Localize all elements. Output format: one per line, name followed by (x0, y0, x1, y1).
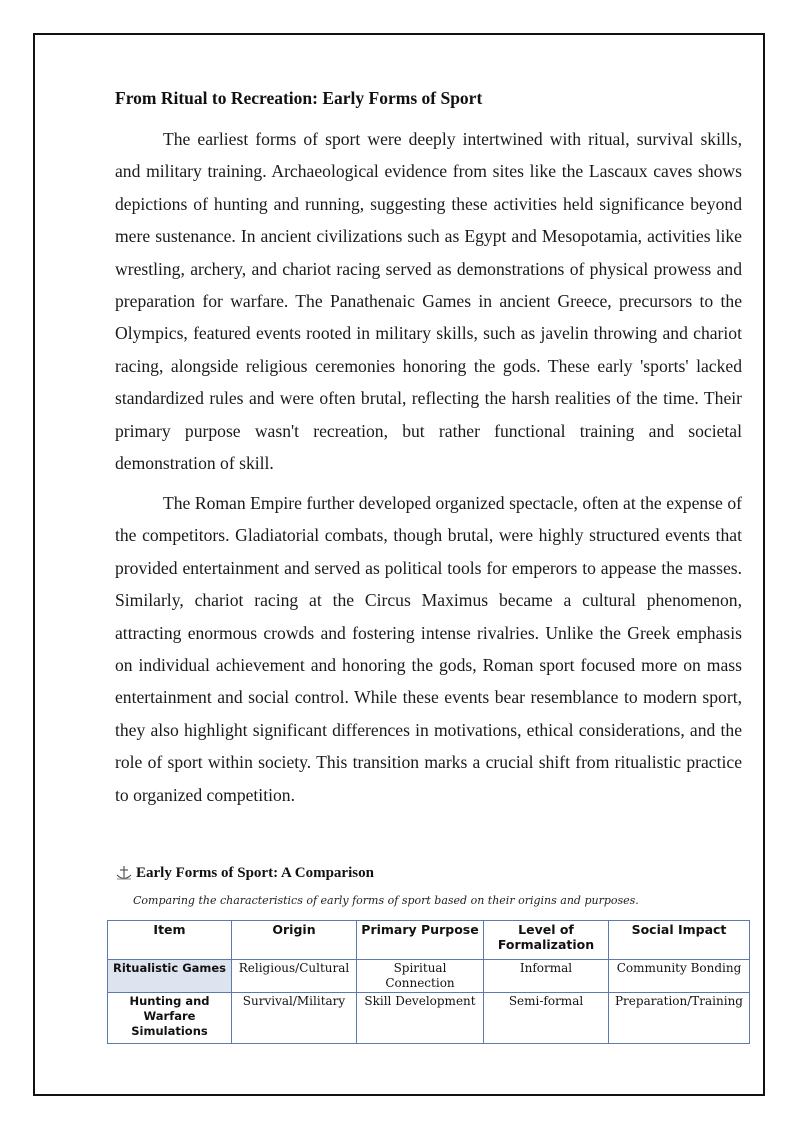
column-header: Level of Formalization (484, 921, 609, 960)
column-header: Item (108, 921, 232, 960)
section-heading: From Ritual to Recreation: Early Forms of Sport (115, 88, 483, 108)
anchor-icon (115, 864, 133, 882)
table-header-row (108, 921, 750, 960)
column-header: Primary Purpose (357, 921, 484, 960)
table-cell: Skill Development (357, 993, 484, 1044)
table-cell: Survival/Military (232, 993, 357, 1044)
table-cell: Hunting and Warfare Simulations (108, 993, 232, 1044)
table-cell: Semi-formal (484, 993, 609, 1044)
comparison-table (107, 920, 750, 1044)
table-caption: Comparing the characteristics of early forms of sport based on their origins and purposes. (133, 894, 639, 907)
column-header: Social Impact (609, 921, 750, 960)
table-cell: Preparation/Training (609, 993, 750, 1044)
table-cell: Spiritual Connection (357, 960, 484, 993)
table-row (108, 960, 750, 993)
table-cell: Religious/Cultural (232, 960, 357, 993)
table-heading (115, 864, 735, 882)
column-header: Origin (232, 921, 357, 960)
paragraph-2: The Roman Empire further developed organized spectacle, often at the expense of the competitors. Gladiatorial combats, though brutal, were highly structured events that provided entertainment and served as political tools for emperors to appease the masses. Similarly, chariot racing at the Circus Maximus became a cultural phenomenon, attracting enormous crowds and fostering intense rivalries. Unlike the Greek emphasis on individual achievement and honoring the gods, Roman sport focused more on mass entertainment and social control. While these events bear resemblance to modern sport, they also highlight significant differences in motivations, ethical considerations, and the role of sport within society. This transition marks a crucial shift from ritualistic practice to organized competition. (115, 493, 742, 805)
table-cell: Informal (484, 960, 609, 993)
paragraph-1: The earliest forms of sport were deeply intertwined with ritual, survival skills, and military training. Archaeological evidence from sites like the Lascaux caves shows depictions of hunting and running, suggesting these activities held significance beyond mere sustenance. In ancient civilizations such as Egypt and Mesopotamia, activities like wrestling, archery, and chariot racing served as demonstrations of physical prowess and preparation for warfare. The Panathenaic Games in ancient Greece, precursors to the Olympics, featured events rooted in military skills, such as javelin throwing and chariot racing, alongside religious ceremonies honoring the gods. These early 'sports' lacked standardized rules and were often brutal, reflecting the harsh realities of the time. Their primary purpose wasn't recreation, but rather functional training and societal demonstration of skill. (115, 129, 742, 474)
table-cell: Ritualistic Games (108, 960, 232, 993)
table-cell: Community Bonding (609, 960, 750, 993)
table-row (108, 993, 750, 1044)
table-heading-text: Early Forms of Sport: A Comparison (136, 864, 374, 881)
